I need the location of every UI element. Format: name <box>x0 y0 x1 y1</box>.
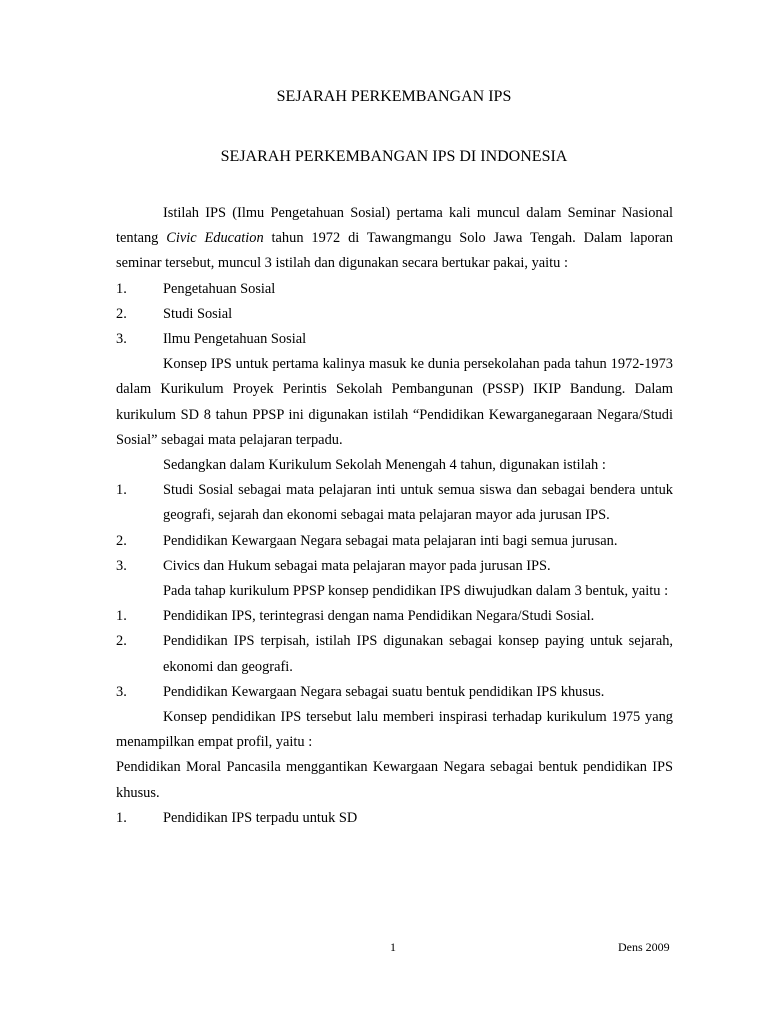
list-number: 1. <box>116 482 127 499</box>
list-item <box>116 302 673 327</box>
paragraph-intro: Istilah IPS (Ilmu Pengetahuan Sosial) pertama kali muncul dalam Seminar Nasional tentang Civic Education tahun 1972 di Tawangmangu Solo Jawa Tengah. Dalam laporan seminar tersebut, muncul 3 istilah dan digunakan secara bertukar pakai, yaitu : <box>116 205 673 272</box>
paragraph-moral-pancasila: Pendidikan Moral Pancasila menggantikan Kewargaan Negara sebagai bentuk pendidikan IPS khusus. <box>116 759 673 801</box>
list-item <box>116 277 673 302</box>
list-text: Pendidikan IPS terpadu untuk SD <box>163 809 358 826</box>
list-item <box>116 680 673 705</box>
list-number: 3. <box>116 683 127 700</box>
document-body <box>116 201 673 831</box>
list-number: 2. <box>116 532 127 549</box>
list-text: Civics dan Hukum sebagai mata pelajaran mayor pada jurusan IPS. <box>163 557 551 574</box>
list-text: Pengetahuan Sosial <box>163 280 276 297</box>
paragraph-ppsp: Konsep IPS untuk pertama kalinya masuk ke dunia persekolahan pada tahun 1972-1973 dalam Kurikulum Proyek Perintis Sekolah Pembangunan (PSSP) IKIP Bandung. Dalam kurikulum SD 8 tahun PPSP ini digunakan istilah “Pendidikan Kewarganegaraan Negara/Studi Sosial” sebagai mata pelajaran terpadu. <box>116 356 673 448</box>
list-text: Studi Sosial <box>163 305 233 322</box>
list-item <box>116 478 673 528</box>
paragraph-kurikulum-1975: Konsep pendidikan IPS tersebut lalu memberi inspirasi terhadap kurikulum 1975 yang menampilkan empat profil, yaitu : <box>116 709 673 751</box>
paragraph-tahap-kurikulum: Pada tahap kurikulum PPSP konsep pendidikan IPS diwujudkan dalam 3 bentuk, yaitu : <box>163 583 669 600</box>
footer-author: Dens 2009 <box>618 940 670 954</box>
list-number: 1. <box>116 809 127 826</box>
list-number: 3. <box>116 331 127 348</box>
list-number: 3. <box>116 557 127 574</box>
list-number: 2. <box>116 305 127 322</box>
list-text: Pendidikan Kewargaan Negara sebagai mata pelajaran inti bagi semua jurusan. <box>163 532 618 549</box>
document-title: SEJARAH PERKEMBANGAN IPS <box>276 88 512 105</box>
list-number: 2. <box>116 633 127 650</box>
list-item <box>116 554 673 579</box>
page-number: 1 <box>390 940 396 954</box>
list-text: Pendidikan IPS terpisah, istilah IPS digunakan sebagai konsep paying untuk sejarah, ekonomi dan geografi. <box>163 633 673 675</box>
list-number: 1. <box>116 280 127 297</box>
paragraph-sekolah-menengah: Sedangkan dalam Kurikulum Sekolah Menengah 4 tahun, digunakan istilah : <box>163 457 606 474</box>
list-item <box>116 529 673 554</box>
list-number: 1. <box>116 608 127 625</box>
list-text: Pendidikan Kewargaan Negara sebagai suatu bentuk pendidikan IPS khusus. <box>163 683 605 700</box>
civic-education-term: Civic Education <box>166 230 264 247</box>
list-item <box>116 604 673 629</box>
list-item <box>116 629 673 679</box>
list-item <box>116 327 673 352</box>
document-subtitle: SEJARAH PERKEMBANGAN IPS DI INDONESIA <box>220 148 568 165</box>
list-item <box>116 806 673 831</box>
list-text: Pendidikan IPS, terintegrasi dengan nama Pendidikan Negara/Studi Sosial. <box>163 608 595 625</box>
list-text: Ilmu Pengetahuan Sosial <box>163 331 307 348</box>
list-text: Studi Sosial sebagai mata pelajaran inti untuk semua siswa dan sebagai bendera untuk geografi, sejarah dan ekonomi sebagai mata pelajaran mayor ada jurusan IPS. <box>163 482 673 524</box>
